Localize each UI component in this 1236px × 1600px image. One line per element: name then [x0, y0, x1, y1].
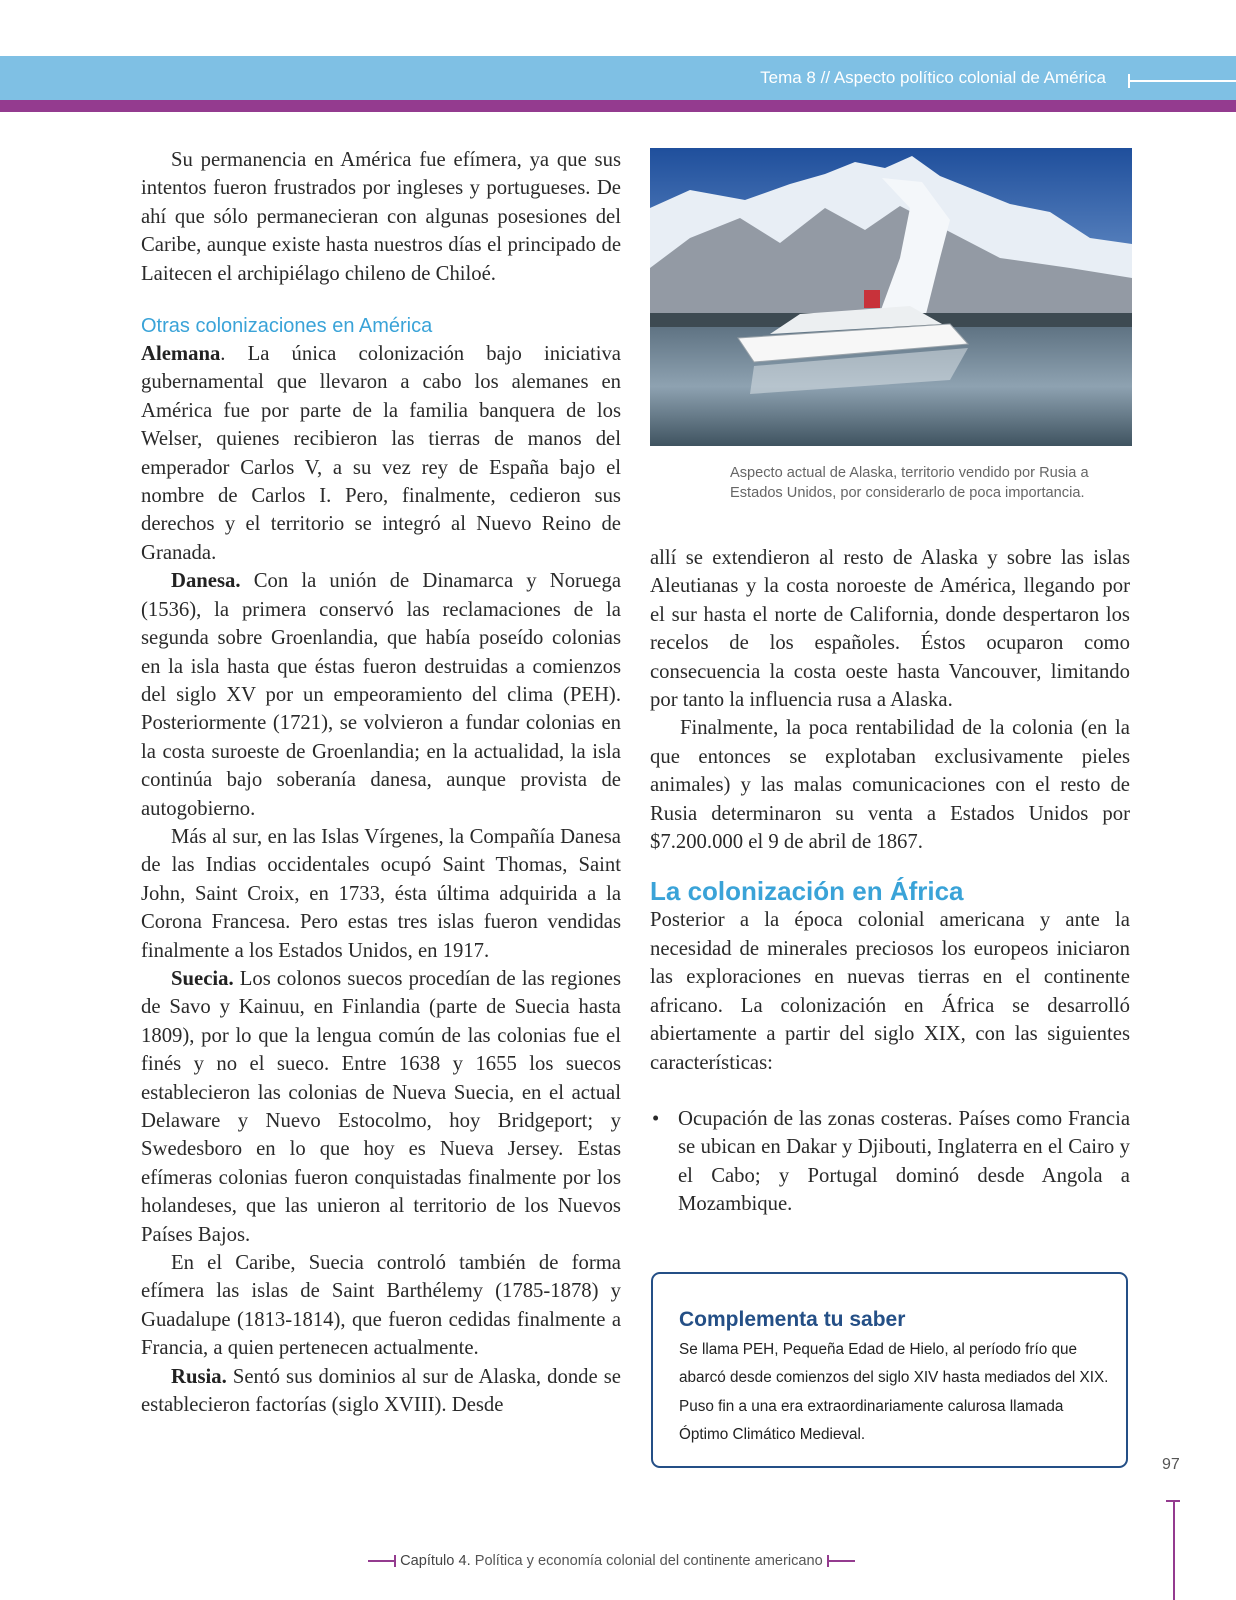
subheading-otras-colonizaciones: Otras colonizaciones en América — [141, 315, 433, 338]
paragraph-rusia — [141, 1363, 621, 1420]
left-column — [141, 146, 621, 1419]
paragraph-finalmente: Finalmente, la poca rentabilidad de la colonia (en la que entonces se explotaban exclusivamente pieles animales) y las malas comunicaciones con el resto de Rusia determinaron su venta a Estados Unidos por $7.200.000 el 9 de abril de 1867. — [650, 717, 1130, 854]
footer-rule-left — [368, 1560, 394, 1562]
footer-chapter: Capítulo 4. — [400, 1553, 471, 1569]
header-accent-band — [0, 100, 1236, 112]
text-alemana: . La única colonización bajo iniciativa gubernamental que llevaron a cabo los alemanes en América fue por parte de la familia banquera de los Welser, quienes recibieron las tierras de manos del emperador Carlos V, a su vez rey de España bajo el nombre de Carlos I. Pero, finalmente, cedieron sus derechos y el territorio se integró al Nuevo Reino de Granada. — [141, 343, 621, 564]
intro-paragraph: Su permanencia en América fue efímera, ya que sus intentos fueron frustrados por ingleses y portugueses. De ahí que sólo permanecieran con algunas posesiones del Caribe, aunque existe hasta nuestros días el principado de Laitecen el archipiélago chileno de Chiloé. — [141, 149, 621, 285]
page-number: 97 — [1162, 1456, 1180, 1473]
header-rule — [1128, 80, 1236, 82]
box-title: Complementa tu saber — [679, 1308, 906, 1331]
paragraph-africa-intro: Posterior a la época colonial americana y ante la necesidad de minerales preciosos los europeos iniciaron las exploraciones en nuevas tierras en el continente africano. La colonización en África se desarrolló abiertamente a partir del siglo XIX, con las siguientes características: — [650, 909, 1130, 1074]
side-line — [1173, 1500, 1175, 1600]
photo-caption: Aspecto actual de Alaska, territorio vendido por Rusia a Estados Unidos, por considerarlo de poca importancia. — [730, 465, 1089, 501]
footer-tick-left — [394, 1555, 396, 1567]
paragraph-suecia — [141, 965, 621, 1249]
paragraph-rusia-continuation: allí se extendieron al resto de Alaska y sobre las islas Aleutianas y la costa noroeste de América, llegando por el sur hasta el norte de California, donde despertaron los recelos de los españoles. Éstos ocuparon como consecuencia la costa oeste hasta Vancouver, limitando por tanto la influencia rusa a Alaska. — [650, 547, 1130, 712]
text-rusia: Sentó sus dominios al sur de Alaska, donde se establecieron factorías (siglo XVIII). Desde — [141, 1365, 621, 1417]
term-rusia: Rusia. — [171, 1365, 227, 1388]
footer — [368, 1553, 906, 1573]
term-suecia: Suecia. — [171, 967, 234, 990]
text-suecia: Los colonos suecos procedían de las regiones de Savo y Kainuu, en Finlandia (parte de Suecia hasta 1809), por lo que la lengua común de las colonias fue el finés y no el sueco. Entre 1638 y 1655 los suecos establecieron las colonias de Nueva Suecia, en el actual Delaware y Nuevo Estocolmo, hoy Bridgeport; y Swedesboro en lo que hoy es Nueva Jersey. Estas efímeras colonias fueron conquistadas finalmente por los holandeses, que las unieron al territorio de los Nuevos Países Bajos. — [141, 967, 621, 1246]
complementa-box — [651, 1272, 1128, 1468]
paragraph-danesa — [141, 567, 621, 823]
footer-rule-right — [829, 1560, 855, 1562]
header-title: Tema 8 // Aspecto político colonial de América — [760, 68, 1106, 87]
right-column — [650, 544, 1130, 1219]
alaska-photo — [650, 148, 1132, 446]
footer-title: Política y economía colonial del continente americano — [470, 1553, 823, 1569]
ship-funnel — [864, 290, 880, 308]
text-danesa: Con la unión de Dinamarca y Noruega (1536), la primera conservó las reclamaciones de la segunda sobre Groenlandia, que había poseído colonias en la isla hasta que éstas fueron destruidas a comienzos del siglo XV por un empeoramiento del clima (PEH). Posteriormente (1721), se volvieron a fundar colonias en la costa suroeste de Groenlandia; en la actualidad, la isla continúa bajo soberanía danesa, aunque provista de autogobierno. — [141, 570, 621, 820]
header-tick — [1128, 74, 1130, 88]
paragraph-danesa-2: Más al sur, en las Islas Vírgenes, la Compañía Danesa de las Indias occidentales ocupó Saint Thomas, Saint John, Saint Croix, en 1733, ésta última adquirida a la Corona Francesa. Pero estas tres islas fueron vendidas finalmente a los Estados Unidos, en 1917. — [141, 825, 621, 962]
side-tick — [1166, 1500, 1180, 1502]
paragraph-suecia-2: En el Caribe, Suecia controló también de forma efímera las islas de Saint Barthélemy (1785-1878) y Guadalupe (1813-1814), que fueron cedidas finalmente a Francia, a quien pertenecen actualmente. — [141, 1252, 621, 1360]
list-item: • Ocupación de las zonas costeras. Países como Francia se ubican en Dakar y Djibouti, Inglaterra en el Cairo y el Cabo; y Portugal dominó desde Angola a Mozambique. — [650, 1105, 1130, 1219]
term-alemana: Alemana — [141, 343, 221, 366]
term-danesa: Danesa. — [171, 570, 241, 593]
characteristics-list — [650, 1105, 1130, 1219]
paragraph-alemana — [141, 340, 621, 567]
section-title-africa: La colonización en África — [650, 876, 964, 907]
box-text: Se llama PEH, Pequeña Edad de Hielo, al período frío que abarcó desde comienzos del siglo XIV hasta mediados del XIX. Puso fin a una era extraordinariamente calurosa llamada Óptimo Climático Medieval. — [679, 1341, 1109, 1444]
